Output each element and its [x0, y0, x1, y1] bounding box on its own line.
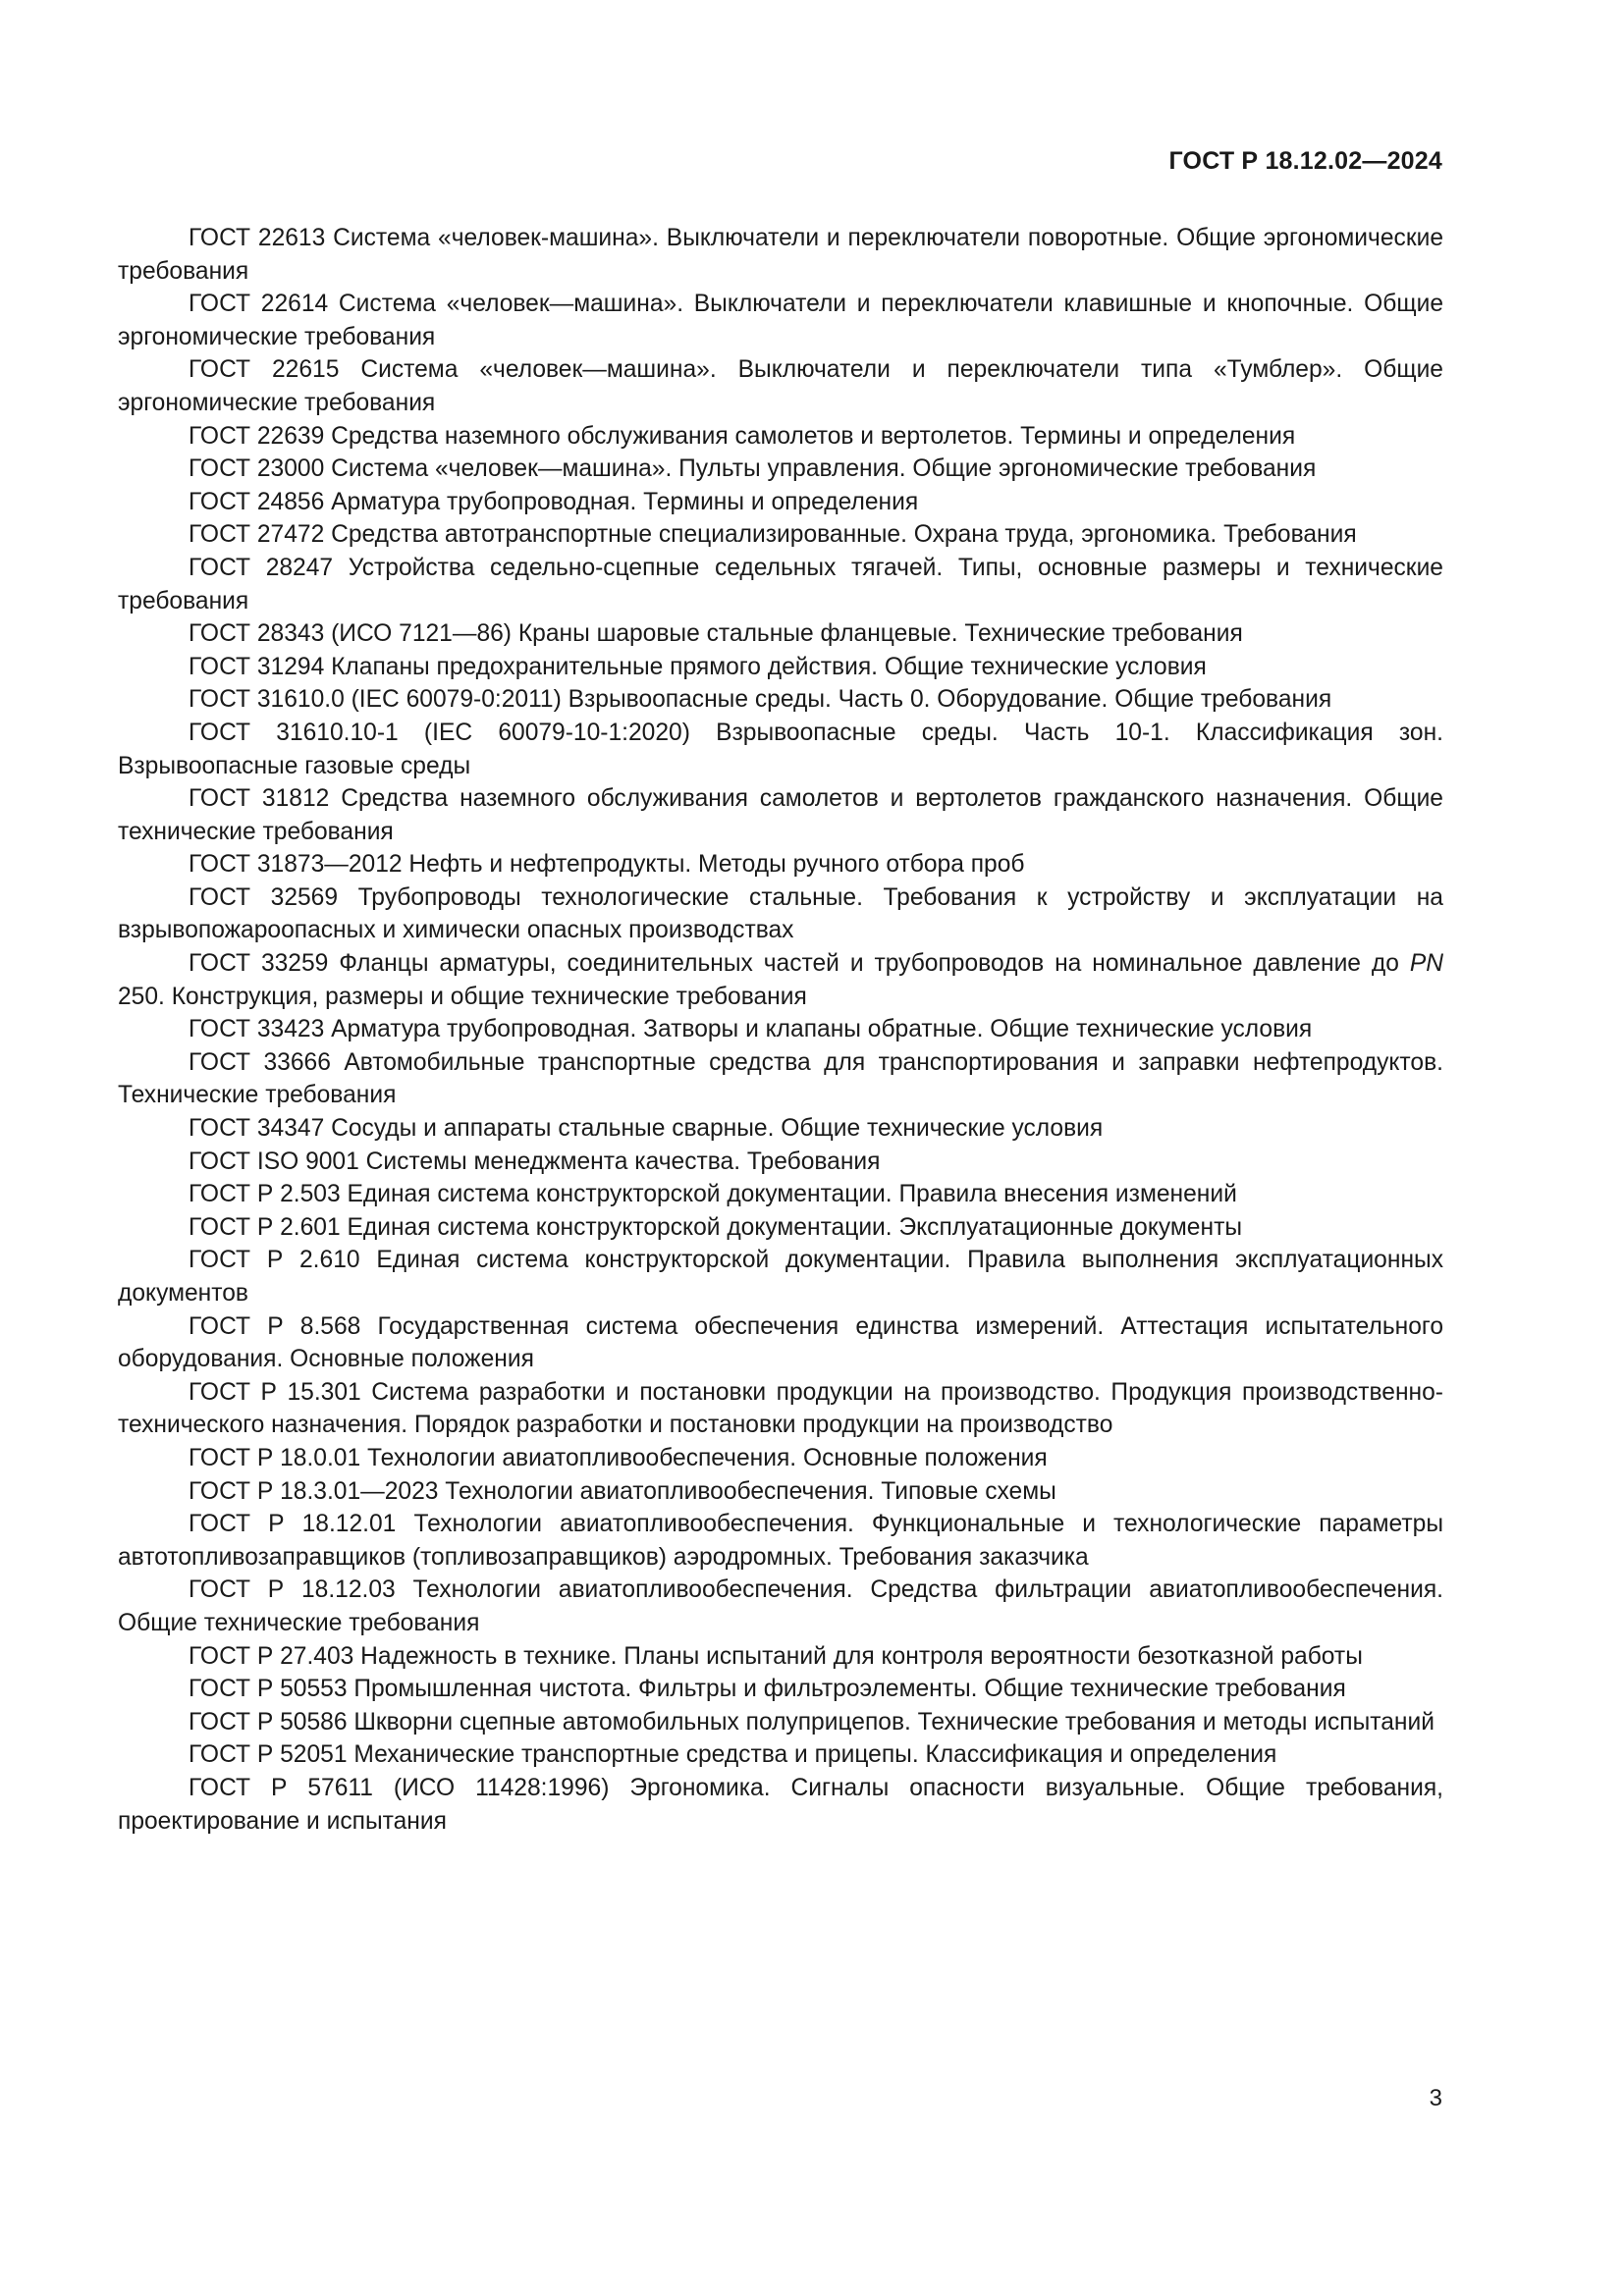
reference-entry: ГОСТ 31294 Клапаны предохранительные прямого действия. Общие технические условия [189, 653, 1207, 680]
pn-designation: PN [1409, 950, 1443, 978]
reference-entry: ГОСТ 31873—2012 Нефть и нефтепродукты. Методы ручного отбора проб [189, 851, 1025, 879]
reference-entry: ГОСТ 33666 Автомобильные транспортные средства для транспортирования и заправки нефтепродуктов. Технические требования [118, 1048, 1443, 1109]
reference-entry: ГОСТ 28343 (ИСО 7121—86) Краны шаровые стальные фланцевые. Технические требования [189, 620, 1243, 648]
reference-entry: ГОСТ ISO 9001 Системы менеджмента качества. Требования [189, 1148, 881, 1175]
document-header [1169, 147, 1443, 176]
reference-entry: ГОСТ Р 52051 Механические транспортные средства и прицепы. Классификация и определения [189, 1741, 1277, 1769]
reference-entry: ГОСТ 32569 Трубопроводы технологические стальные. Требования к устройству и эксплуатации на взрывопожароопасных и химически опасных производствах [118, 883, 1443, 944]
reference-entry: ГОСТ 22614 Система «человек—машина». Выключатели и переключатели клавишные и кнопочные. Общие эргономические требования [118, 291, 1443, 350]
page-number: 3 [1429, 2085, 1442, 2111]
reference-entry: ГОСТ 23000 Система «человек—машина». Пульты управления. Общие эргономические требования [189, 455, 1317, 483]
reference-entry: ГОСТ Р 15.301 Система разработки и постановки продукции на производство. Продукция производственно-технического назначения. Порядок разработки и постановки продукции на производство [118, 1378, 1443, 1439]
normative-references-list [118, 222, 1443, 1838]
reference-entry: ГОСТ 24856 Арматура трубопроводная. Термины и определения [189, 488, 919, 515]
reference-entry: ГОСТ Р 50553 Промышленная чистота. Фильтры и фильтроэлементы. Общие технические требования [189, 1676, 1346, 1703]
reference-entry: ГОСТ Р 2.503 Единая система конструкторской документации. Правила внесения изменений [189, 1181, 1237, 1208]
reference-entry: ГОСТ Р 8.568 Государственная система обеспечения единства измерений. Аттестация испытательного оборудования. Основные положения [118, 1312, 1443, 1373]
reference-entry: ГОСТ 31610.10-1 (IEC 60079-10-1:2020) Взрывоопасные среды. Часть 10-1. Классификация зон. Взрывоопасные газовые среды [118, 719, 1443, 779]
reference-entry: ГОСТ Р 57611 (ИСО 11428:1996) Эргономика. Сигналы опасности визуальные. Общие требования, проектирование и испытания [118, 1774, 1443, 1835]
reference-entry: ГОСТ 22639 Средства наземного обслуживания самолетов и вертолетов. Термины и определения [189, 422, 1296, 450]
reference-entry: ГОСТ 27472 Средства автотранспортные специализированные. Охрана труда, эргономика. Требования [189, 521, 1357, 549]
reference-entry: ГОСТ 31610.0 (IEC 60079-0:2011) Взрывоопасные среды. Часть 0. Оборудование. Общие требования [189, 686, 1332, 714]
reference-entry: ГОСТ Р 27.403 Надежность в технике. Планы испытаний для контроля вероятности безотказной работы [189, 1642, 1363, 1670]
standard-id: ГОСТ Р 18.12.02—2024 [1168, 147, 1442, 175]
reference-entry: ГОСТ 22615 Система «человек—машина». Выключатели и переключатели типа «Тумблер». Общие эргономические требования [118, 356, 1443, 416]
reference-entry: ГОСТ Р 18.12.01 Технологии авиатопливообеспечения. Функциональные и технологические параметры автотопливозаправщиков (топливозаправщиков) аэродромных. Требования заказчика [118, 1511, 1443, 1571]
reference-entry: ГОСТ Р 50586 Шкворни сцепные автомобильных полуприцепов. Технические требования и методы испытаний [189, 1708, 1435, 1735]
reference-entry: ГОСТ 22613 Система «человек-машина». Выключатели и переключатели поворотные. Общие эргономические требования [118, 225, 1443, 285]
reference-entry: ГОСТ 34347 Сосуды и аппараты стальные сварные. Общие технические условия [189, 1115, 1104, 1143]
reference-entry: ГОСТ Р 18.0.01 Технологии авиатопливообеспечения. Основные положения [189, 1444, 1048, 1471]
reference-entry: ГОСТ 31812 Средства наземного обслуживания самолетов и вертолетов гражданского назначения. Общие технические требования [118, 785, 1443, 845]
reference-entry: ГОСТ 33259 Фланцы арматуры, соединительных частей и трубопроводов на номинальное давление до PN 250. Конструкция, размеры и общие технические требования [118, 950, 1443, 1010]
reference-entry: ГОСТ 33423 Арматура трубопроводная. Затворы и клапаны обратные. Общие технические условия [189, 1016, 1313, 1043]
reference-entry: ГОСТ Р 2.601 Единая система конструкторской документации. Эксплуатационные документы [189, 1213, 1243, 1241]
reference-entry: ГОСТ Р 2.610 Единая система конструкторской документации. Правила выполнения эксплуатационных документов [118, 1247, 1443, 1307]
reference-entry: ГОСТ 28247 Устройства седельно-сцепные седельных тягачей. Типы, основные размеры и технические требования [118, 554, 1443, 614]
reference-entry: ГОСТ Р 18.3.01—2023 Технологии авиатопливообеспечения. Типовые схемы [189, 1477, 1056, 1505]
reference-entry: ГОСТ Р 18.12.03 Технологии авиатопливообеспечения. Средства фильтрации авиатопливообеспечения. Общие технические требования [118, 1576, 1443, 1636]
